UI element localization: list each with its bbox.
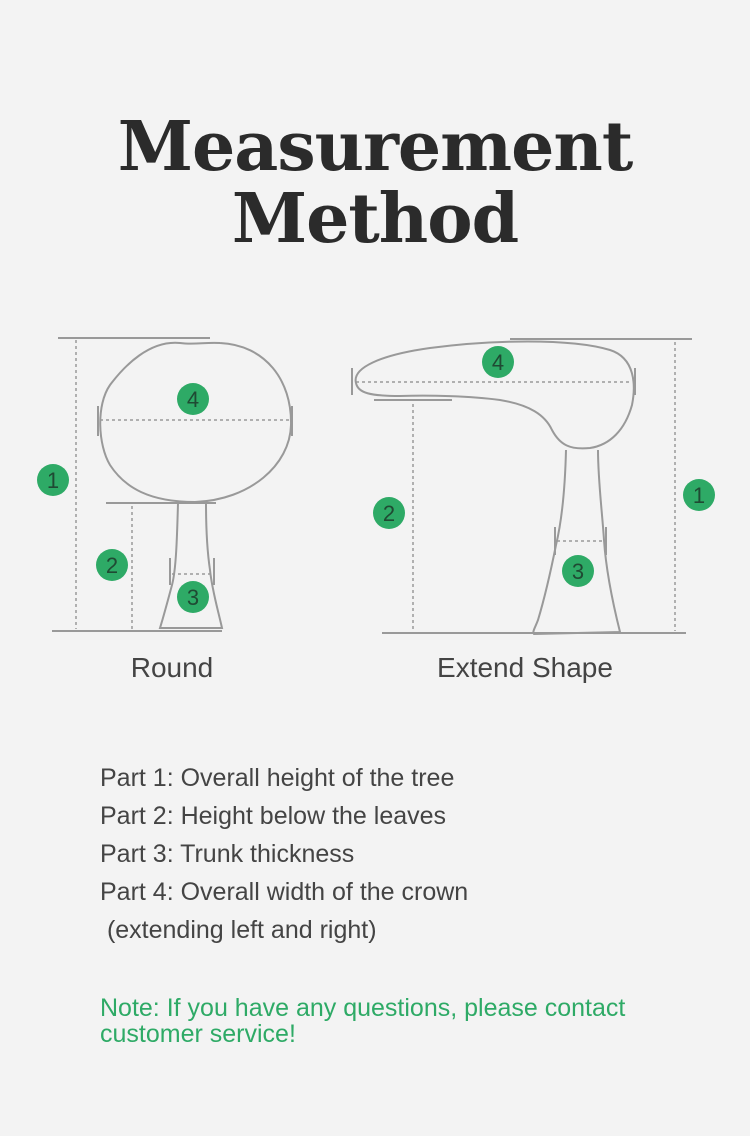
round-badge-2: [96, 549, 128, 581]
page-title-line-2: Method: [231, 179, 519, 259]
measurement-diagram: [0, 300, 750, 640]
part-4-description: Part 4: Overall width of the crown: [100, 878, 469, 906]
round-caption: Round: [130, 652, 214, 683]
extend-tree-diagram: [352, 339, 692, 634]
part-2-description: Part 2: Height below the leaves: [100, 802, 447, 830]
page-title-line-1: Measurement: [117, 107, 633, 187]
part-3-description: Part 3: Trunk thickness: [100, 840, 355, 868]
extend-badge-3: [562, 555, 594, 587]
customer-service-note: Note: If you have any questions, please contact customer service!: [100, 994, 626, 1048]
svg-text:1: 1: [46, 468, 60, 493]
round-badges: [37, 383, 209, 613]
extend-badge-4: [482, 346, 514, 378]
round-badge-1: [37, 464, 69, 496]
round-tree-diagram: [52, 338, 292, 631]
round-badge-3: [177, 581, 209, 613]
svg-text:4: 4: [491, 350, 505, 375]
round-badge-4: [177, 383, 209, 415]
extend-shape-caption: Extend Shape: [437, 652, 613, 683]
extend-badge-1: [683, 479, 715, 511]
svg-text:2: 2: [382, 501, 396, 526]
svg-text:4: 4: [186, 387, 200, 412]
svg-text:3: 3: [571, 559, 585, 584]
svg-text:1: 1: [692, 483, 706, 508]
svg-text:2: 2: [105, 553, 119, 578]
extend-badge-2: [373, 497, 405, 529]
svg-text:3: 3: [186, 585, 200, 610]
extend-trunk-outline: [533, 450, 620, 634]
part-1-description: Part 1: Overall height of the tree: [100, 764, 455, 792]
part-4-description-continued: (extending left and right): [100, 916, 377, 944]
round-crown-outline: [100, 343, 291, 502]
